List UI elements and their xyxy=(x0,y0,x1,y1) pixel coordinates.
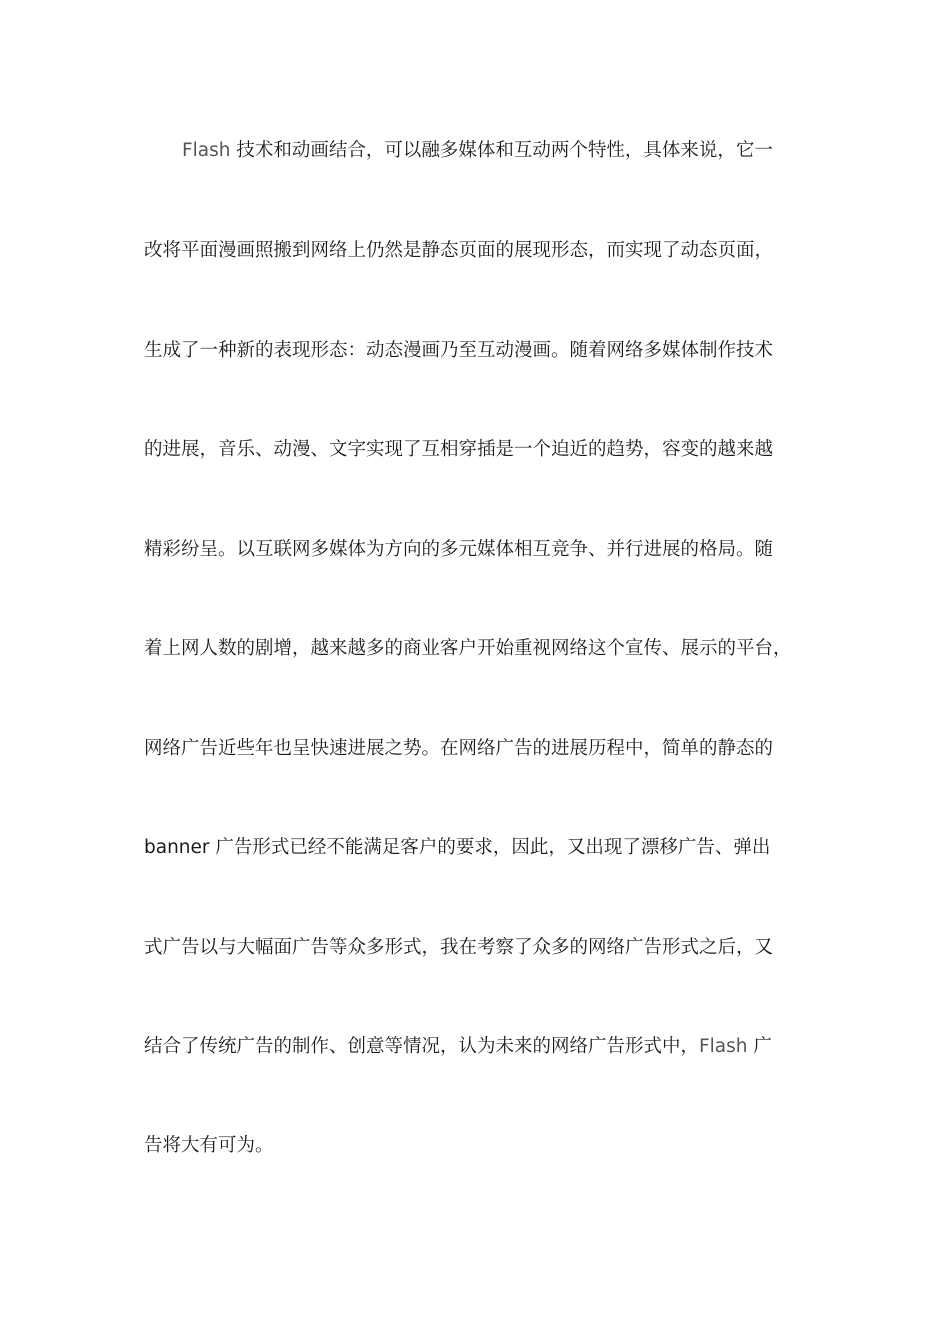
paragraph-line xyxy=(144,737,773,761)
paragraph-line xyxy=(144,936,773,960)
inline-text: 着上网人数的剧增，越来越多的商业客户开始重视网络这个宣传、展示的平台， xyxy=(144,638,792,659)
paragraph-line xyxy=(144,239,773,263)
inline-text: 广 xyxy=(747,1036,772,1057)
inline-text: 精彩纷呈。以互联网多媒体为方向的多元媒体相互竞争、并行进展的格局。随 xyxy=(144,539,774,560)
inline-text: 的进展，音乐、动漫、文字实现了互相穿插是一个迫近的趋势，容变的越来越 xyxy=(144,439,774,460)
paragraph-line xyxy=(144,836,770,860)
inline-text: 式广告以与大幅面广告等众多形式，我在考察了众多的网络广告形式之后，又 xyxy=(144,937,774,958)
inline-text: 告将大有可为。 xyxy=(144,1135,274,1156)
inline-text: 生成了一种新的表现形态：动态漫画乃至互动漫画。随着网络多媒体制作技术 xyxy=(144,340,774,361)
paragraph-line xyxy=(182,139,773,163)
inline-text: Flash xyxy=(699,1036,748,1057)
inline-text: banner 广告形式已经不能满足客户的要求，因此，又出现了漂移广告、弹出 xyxy=(144,837,771,858)
paragraph-line xyxy=(144,339,773,363)
inline-text: 技术和动画结合，可以融多媒体和互动两个特性，具体来说，它一 xyxy=(230,140,773,161)
paragraph-line xyxy=(144,1035,772,1059)
inline-text: Flash xyxy=(182,140,231,161)
paragraph-line xyxy=(144,438,773,462)
paragraph-line xyxy=(144,637,792,661)
inline-text: 改将平面漫画照搬到网络上仍然是静态页面的展现形态，而实现了动态页面， xyxy=(144,240,774,261)
inline-text: 结合了传统广告的制作、创意等情况，认为未来的网络广告形式中， xyxy=(144,1036,700,1057)
paragraph-line xyxy=(144,1134,274,1158)
paragraph-line xyxy=(144,538,773,562)
inline-text: 网络广告近些年也呈快速进展之势。在网络广告的进展历程中，简单的静态的 xyxy=(144,738,774,759)
